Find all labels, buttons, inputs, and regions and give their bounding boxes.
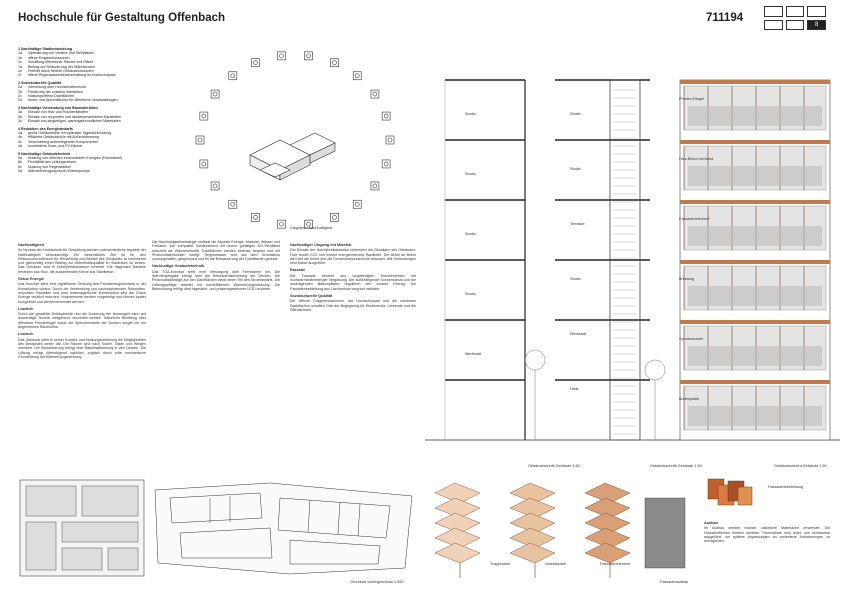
legend-section-title: 3 Nachhaltige Verwendung von Baumaterialien bbox=[18, 105, 98, 110]
ground-floor-plan bbox=[150, 478, 418, 580]
paragraph: Die Fassade besteht aus vorgefertigten Holzelementen mit hochwärmedämmender Verglasung. Der außenliegende Sonnenschutz und die auskragenden Balkonplatten regulieren den solaren Eintrag. Die Fassadenbekleidung aus Lärchenholz vergraut natürlich. bbox=[290, 273, 416, 291]
legend-item: 2c Nutzungsoffene Dachflächen bbox=[18, 94, 75, 99]
svg-text:Studio: Studio bbox=[465, 292, 476, 296]
sustainability-icon bbox=[382, 112, 390, 120]
legend-item: 4d kombinierte Solar- und PV-Dächer bbox=[18, 144, 83, 149]
text-column-4 bbox=[704, 518, 830, 543]
sustainability-icon bbox=[277, 52, 285, 60]
paragraph: Die offenen Erdgeschosszonen, der Hochschulpark und die nutzbaren Dachflächen schaffen Orte der Begegnung für Studierende, Lehrende und die Öffentlichkeit. bbox=[290, 299, 416, 312]
sheet-cell bbox=[764, 20, 783, 31]
sustainability-icon bbox=[353, 200, 361, 208]
heading: Lowtech bbox=[18, 306, 34, 311]
isometric-facade bbox=[435, 483, 480, 578]
project-code: 711194 bbox=[706, 12, 744, 24]
sustainability-icon bbox=[305, 52, 313, 60]
legend-section-title: 1 Nachhaltige Stadtentwicklung bbox=[18, 47, 73, 51]
sustainability-icon bbox=[252, 59, 260, 67]
sustainability-icon bbox=[252, 213, 260, 221]
legend-item: 2a Vernetzung über Hochschulbereiche bbox=[18, 85, 86, 90]
heading: Fassade bbox=[290, 268, 306, 273]
legend-item: 1e Freiheit durch flexible Gebäudestrukturen bbox=[18, 69, 94, 74]
svg-text:Studio: Studio bbox=[465, 172, 476, 176]
svg-text:Halle: Halle bbox=[570, 387, 579, 391]
svg-text:Studio: Studio bbox=[570, 112, 581, 116]
iso-caption-1: Tragstruktur bbox=[490, 562, 511, 566]
heading: Ausbau bbox=[704, 521, 718, 525]
svg-text:Bodenplatte: Bodenplatte bbox=[679, 397, 700, 401]
sheet-index-grid bbox=[764, 6, 826, 30]
legend-item: 3a Einsatz von Holz und Holzwerkstoffen bbox=[18, 110, 89, 115]
svg-text:Werkstatt: Werkstatt bbox=[570, 332, 586, 336]
facade-detail bbox=[645, 498, 685, 568]
svg-text:Studio: Studio bbox=[570, 277, 581, 281]
legend-item: 5a Nutzung von örtlichen erneuerbaren Energien (Fernwärme) bbox=[18, 155, 123, 160]
legend-item: 1c Schaffung öffentlicher Räume und Plätze bbox=[18, 60, 94, 65]
sustainability-icon bbox=[229, 200, 237, 208]
text-column-1 bbox=[18, 240, 146, 359]
heading: Lowtech bbox=[18, 332, 34, 337]
legend-item: 5c Nutzung von Regenwasser bbox=[18, 164, 72, 169]
isometric-building-icon bbox=[250, 133, 335, 180]
heading: Soziokulturelle Qualität bbox=[290, 293, 333, 298]
svg-text:Terrasse: Terrasse bbox=[570, 222, 585, 226]
sustainability-icon bbox=[211, 182, 219, 190]
sustainability-icon bbox=[330, 213, 338, 221]
sustainability-icon bbox=[386, 136, 394, 144]
sustainability-icon bbox=[353, 72, 361, 80]
legend-item: 1d Beitrag zur Reduzierung der Wärmeinseln bbox=[18, 64, 95, 69]
paragraph: Im Ausbau werden robuste, natürliche Materialien verwendet. Die Holzoberflächen bleiben sichtbar. Trennwände sind leicht und rückbaubar ausgeführt, um spätere Anpassungen an veränderte Anforderungen zu ermöglichen. bbox=[704, 526, 830, 544]
svg-text:Fassadenelement: Fassadenelement bbox=[679, 217, 710, 221]
sustainability-icon bbox=[200, 160, 208, 168]
legend-item: 3c Einsatz von langlebigen, wartungsfreundlichen Materialien bbox=[18, 119, 121, 124]
legend-item: 1f offene Regenwasserbewirtschaftung im Hochschulpark bbox=[18, 73, 116, 78]
legend-item: 1a Optimierung von Verkehr und Stellplätzen bbox=[18, 51, 95, 56]
diagram-caption: Diagramm Nachhaltigkeit bbox=[290, 226, 333, 230]
legend-item: 2d Innen- und Außenflächen für öffentliche Veranstaltungen bbox=[18, 98, 118, 103]
paragraph: Das Gebäude stellt in seiner Kubatur und Nutzungsverteilung die Möglichkeiten des Bestandes weiter dar. Die Räume sind nach Süden, Osten und Westen orientiert. Die Klimatisierung erfolgt über Bauteilaktivierung in den Decken. Die Lüftung erfolgt überwiegend natürlich, ergänzt durch eine mechanische Grundlüftung mit Wärmerückgewinnung. bbox=[18, 337, 146, 359]
sheet-cell bbox=[807, 6, 826, 17]
svg-text:Werkstatt: Werkstatt bbox=[465, 352, 481, 356]
material-detail bbox=[704, 475, 764, 513]
iso-caption-2: Holzfassade bbox=[545, 562, 566, 566]
legend-section-title: 4 Reduktion des Energiebedarfs bbox=[18, 126, 73, 131]
legend-item: 3b Einsatz von recycelten und wiederverwendeten Baustoffen bbox=[18, 114, 122, 119]
sheet-cell bbox=[786, 20, 805, 31]
text-column-2 bbox=[152, 240, 280, 291]
heading: Nachhaltige Gebäudetechnik bbox=[152, 264, 205, 269]
legend-section-title: 2 Soziokulturelle Qualität bbox=[18, 80, 61, 85]
section-caption-3: Gebäudeansicht Gebäude 1:50 bbox=[774, 464, 827, 468]
svg-text:Brüstung: Brüstung bbox=[679, 277, 695, 281]
paragraph: Die Nachhaltigkeitsstrategie umfasst die Aspekte Energie, Material, Wasser und Freiraum. Die kompakte Gebäudeform mit einem günstigen A/V-Verhältnis reduziert die Wärmeverluste. Dachflächen werden extensiv begrünt und mit Photovoltaikmodulen belegt. Regenwasser wird auf dem Grundstück zurückgehalten, gespeichert und für die Bewässerung der Grünflächen genutzt. bbox=[152, 240, 280, 262]
section-caption-2: Gebäudeschnitt Gebäude 1:50 bbox=[650, 464, 702, 468]
legend-section-title: 5 Nachhaltige Gebäudetechnik bbox=[18, 151, 71, 156]
legend-item: 4b effiziente Gebäudehülle mit Außendämmung bbox=[18, 135, 99, 140]
svg-text:Pfosten-Riegel: Pfosten-Riegel bbox=[679, 97, 704, 101]
legend-item: 5b Flexibilität des Leitungsnetzes bbox=[18, 160, 76, 165]
paragraph: Das TGA-Konzept sieht eine Versorgung über Fernwärme vor. Die Wärmeübergabe erfolgt über die Betonkernaktivierung der Decken. Die Photovoltaikanlage auf den Dachflächen deckt einen Teil des Strombedarfs. Die Lüftungsanlage arbeitet mit hocheffizienter Wärmerückgewinnung. Die Beleuchtung erfolgt über tageslicht- und präsenzgesteuerte LED-Leuchten. bbox=[152, 269, 280, 291]
sustainability-icon bbox=[196, 136, 204, 144]
material-caption: Fassadenbekleidung bbox=[768, 485, 804, 489]
svg-text:Studio: Studio bbox=[465, 232, 476, 236]
section-caption-1: Gebäudeschnitt Gebäude 1:50 bbox=[528, 464, 580, 468]
sheet-cell bbox=[764, 6, 783, 17]
sustainability-diagram bbox=[180, 40, 410, 240]
sheet-cell bbox=[786, 6, 805, 17]
sustainability-icon bbox=[371, 182, 379, 190]
heading: Nachhaltigkeit bbox=[18, 243, 44, 247]
heading: Nachhaltiger Umgang mit Material bbox=[290, 243, 352, 247]
sustainability-icon bbox=[200, 112, 208, 120]
site-plan-small bbox=[18, 478, 146, 578]
legend-item: 4a große Gebäudetiefe mit optimaler Tageslichtnutzung bbox=[18, 130, 112, 135]
text-column-3 bbox=[290, 240, 416, 312]
svg-text:Sonnenschutz: Sonnenschutz bbox=[679, 337, 704, 341]
plan-caption: Grundriss Untergeschoss 1:500 bbox=[350, 580, 404, 584]
svg-text:Studio: Studio bbox=[465, 112, 476, 116]
svg-text:Studio: Studio bbox=[570, 167, 581, 171]
sheet-cell-active: 8 bbox=[807, 20, 826, 31]
sustainability-icon bbox=[330, 59, 338, 67]
paragraph: Im Neubau der Hochschule für Gestaltung werden unterschiedliche Aspekte der Nachhaltigkeit berücksichtigt. Ein wesentliches Ziel ist es, den Ressourcenverbrauch für Herstellung und Betrieb des Gebäudes zu minimieren und gleichzeitig einen Beitrag zur Aufenthaltsqualität im Stadtraum zu leisten. Das Gebäude wird in Holzhybridbauweise errichtet. Die tragenden Bauteile bestehen aus Holz, die aussteifenden Kerne aus Stahlbeton. bbox=[18, 248, 146, 274]
legend-item: 5d Wärmeerzeugung durch Wärmepumpe bbox=[18, 169, 91, 174]
sustainability-icon bbox=[277, 220, 285, 228]
paragraph: Der Einsatz der Holzhybridbauweise verbessert die Ökobilanz des Gebäudes. Holz bindet CO2 und ersetzt energieintensive Baustoffe. Der Anteil an Beton wird auf die Kerne und die Deckenverbundschicht reduziert. Alle Verbindungen sind lösbar ausgeführt. bbox=[290, 248, 416, 266]
legend-item: 1b offene Erdgeschosszonen bbox=[18, 55, 70, 60]
svg-text:Holz-Beton-Verbund: Holz-Beton-Verbund bbox=[679, 157, 714, 161]
sustainability-icon bbox=[211, 90, 219, 98]
sustainability-icon bbox=[371, 90, 379, 98]
paragraph: Das Konzept setzt eine signifikante Senkung des Primärenergiebedarfs in der Konstruktion voraus. Durch die Verwendung von nachwachsenden Rohstoffen, recycelten Bauteilen und eine materialgerechte Konstruktion wird die Graue Energie deutlich reduziert. Holzelemente werden vorgefertigt und können später rückgebaut und wiederverwendet werden. bbox=[18, 282, 146, 304]
building-sections bbox=[425, 60, 840, 470]
iso-caption-3: Fassadenelement bbox=[600, 562, 631, 566]
paragraph: Durch die gewählte Gebäudetiefe und die Zonierung der Nutzungen kann auf aufwendige Technik weitgehend verzichtet werden. Natürliche Belüftung über öffenbare Fensterflügel sowie die Speichermasse der Decken sorgen für ein angenehmes Raumklima. bbox=[18, 312, 146, 330]
legend-item: 2b Förderung der sozialen Interaktion bbox=[18, 89, 83, 94]
legend-item: 4c Verschattung außenliegender Komponenten bbox=[18, 139, 99, 144]
sustainability-icon bbox=[229, 72, 237, 80]
page-title: Hochschule für Gestaltung Offenbach bbox=[18, 12, 226, 24]
iso-detail-caption: Fassadenaufbau bbox=[660, 580, 689, 584]
sustainability-icon bbox=[382, 160, 390, 168]
heading: Graue Energie bbox=[18, 277, 44, 282]
